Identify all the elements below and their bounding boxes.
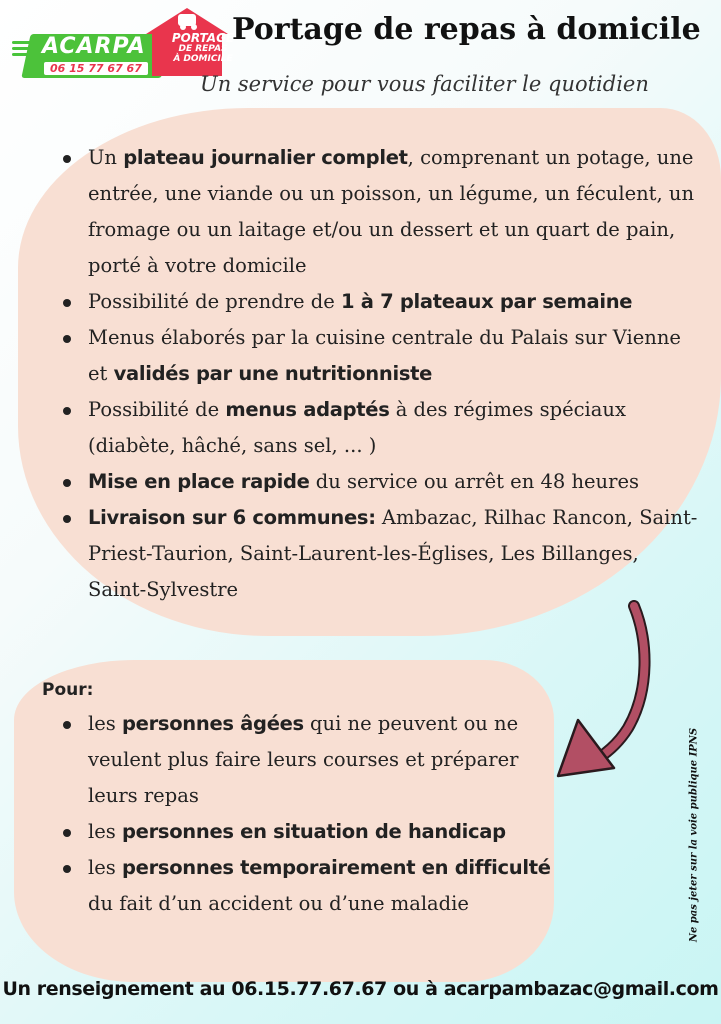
list-item: Un plateau journalier complet, comprenant un potage, une entrée, une viande ou un poisson, un légume, un féculent, un fromage ou un laitage et/ou un dessert et un quart de pain, porté à votre domicile [88,140,698,284]
services-list [88,140,698,608]
list-item: Possibilité de prendre de 1 à 7 plateaux par semaine [88,284,698,320]
acarpa-logo [12,4,235,78]
logo-phone: 06 15 77 67 67 [44,62,148,75]
audience-label: Pour: [42,680,94,700]
list-item: Livraison sur 6 communes: Ambazac, Rilhac Rancon, Saint-Priest-Taurion, Saint-Laurent-les-Églises, Les Billanges, Saint-Sylvestre [88,500,698,608]
list-item: les personnes temporairement en difficulté du fait d’un accident ou d’une maladie [88,850,558,922]
page-title: Portage de repas à domicile [232,12,701,47]
side-note: Ne pas jeter sur la voie publique IPNS [688,727,700,943]
logo-house-text: PORTAGE DE REPAS À DOMICILE [171,31,235,64]
list-item: les personnes en situation de handicap [88,814,558,850]
curved-arrow-icon [548,600,668,790]
logo-brand: ACARPA [42,34,146,59]
page-subtitle: Un service pour vous faciliter le quotidien [200,72,649,96]
list-item: les personnes âgées qui ne peuvent ou ne veulent plus faire leurs courses et préparer leurs repas [88,706,558,814]
list-item: Menus élaborés par la cuisine centrale du Palais sur Vienne et validés par une nutritionniste [88,320,698,392]
list-item: Possibilité de menus adaptés à des régimes spéciaux (diabète, hâché, sans sel, ... ) [88,392,698,464]
list-item: Mise en place rapide du service ou arrêt en 48 heures [88,464,698,500]
audience-list [88,706,558,922]
contact-footer: Un renseignement au 06.15.77.67.67 ou à acarpambazac@gmail.com [2,978,719,1000]
